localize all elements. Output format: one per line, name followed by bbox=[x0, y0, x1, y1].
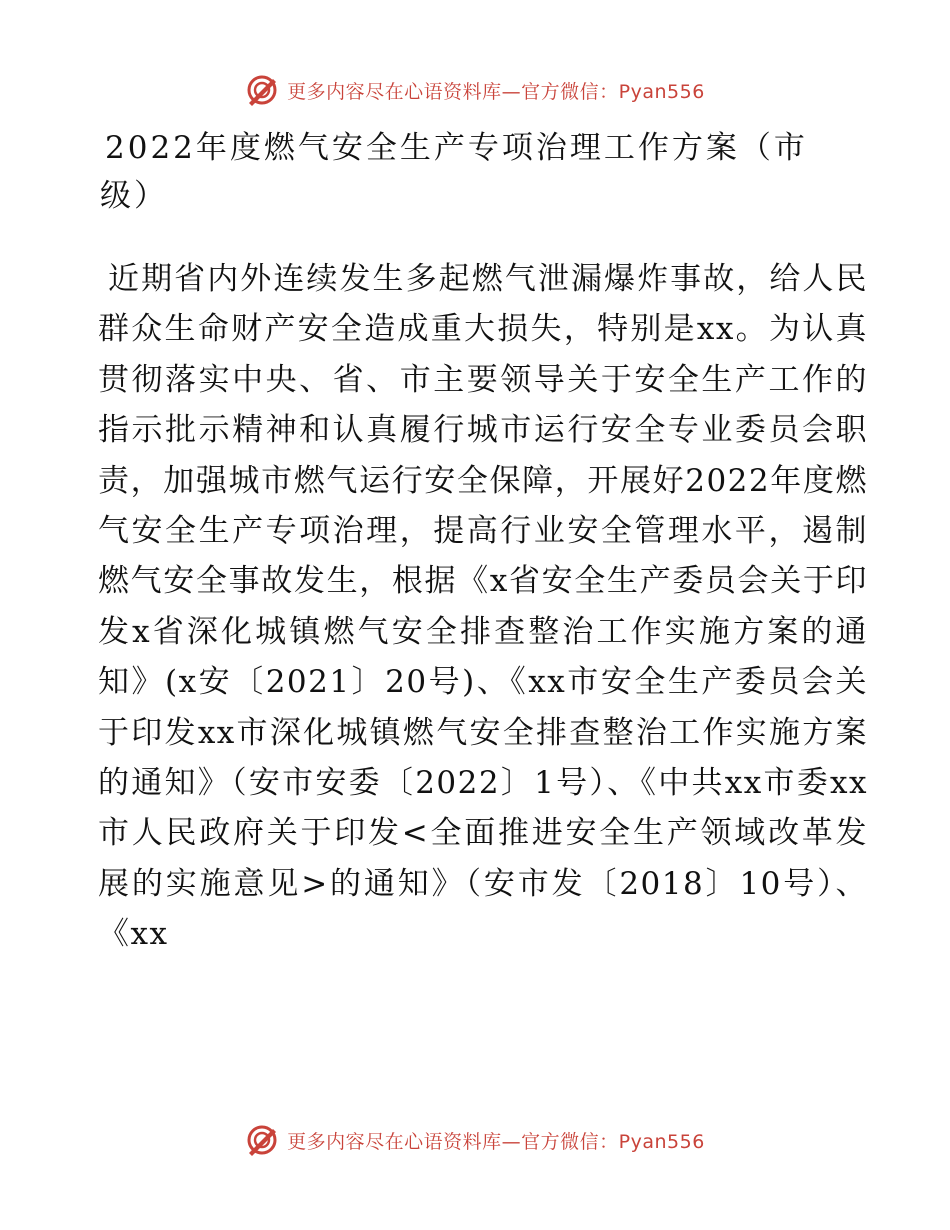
header-watermark bbox=[0, 70, 950, 110]
footer-watermark bbox=[0, 1120, 950, 1160]
quill-circle-logo-icon bbox=[245, 73, 279, 107]
watermark-text: 更多内容尽在心语资料库—官方微信：Pyan556 bbox=[287, 1130, 705, 1153]
quill-circle-logo-icon bbox=[245, 1123, 279, 1157]
watermark-text: 更多内容尽在心语资料库—官方微信：Pyan556 bbox=[287, 80, 705, 103]
document-paragraph: 近期省内外连续发生多起燃气泄漏爆炸事故，给人民群众生命财产安全造成重大损失，特别是xx。为认真贯彻落实中央、省、市主要领导关于安全生产工作的指示批示精神和认真履行城市运行安全专业委员会职责，加强城市燃气运行安全保障，开展好2022年度燃气安全生产专项治理，提高行业安全管理水平，遏制燃气安全事故发生，根据《x省安全生产委员会关于印发x省深化城镇燃气安全排查整治工作实施方案的通知》(x安〔2021〕20号)、《xx市安全生产委员会关于印发xx市深化城镇燃气安全排查整治工作实施方案的通知》（安市安委〔2022〕1号）、《中共xx市委xx市人民政府关于印发<全面推进安全生产领域改革发展的实施意见>的通知》（安市发〔2018〕10号）、《xx bbox=[98, 261, 868, 953]
document-title: 2022年度燃气安全生产专项治理工作方案（市级） bbox=[100, 130, 808, 214]
